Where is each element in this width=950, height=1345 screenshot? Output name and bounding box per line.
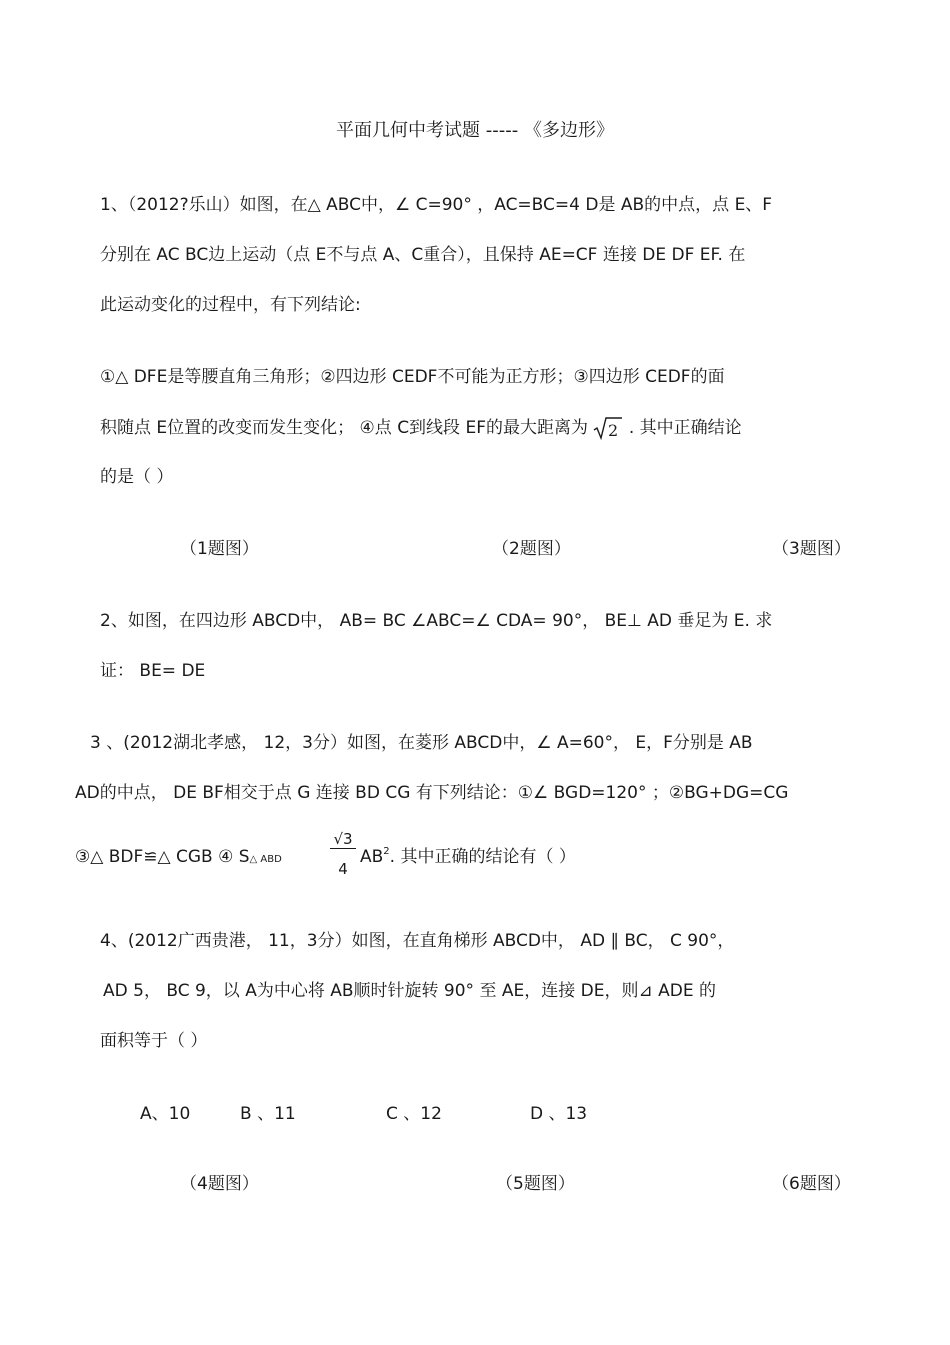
q1-line-3: 此运动变化的过程中，有下列结论:	[100, 295, 361, 315]
q3-line-3b	[360, 846, 576, 871]
q2-line-2: 证： BE= DE	[100, 661, 206, 681]
q1-line-5-text-a: 积随点 E位置的改变而发生变化； ④点 C到线段 EF的最大距离为	[100, 418, 588, 438]
q3-ab-exponent: 2	[383, 846, 390, 857]
q4-line-1: 4、(2012广西贵港， 11，3分）如图，在直角梯形 ABCD中， AD ∥ BC， C 90°，	[100, 931, 735, 951]
q1-line-5-text-b: . 其中正确结论	[628, 418, 742, 438]
q1-line-4: ①△ DFE是等腰直角三角形；②四边形 CEDF不可能为正方形；③四边形 CEDF的面	[100, 367, 725, 387]
q4-option-c: C 、12	[386, 1104, 442, 1124]
q1-line-2: 分别在 AC BC边上运动（点 E不与点 A、C重合），且保持 AE=CF 连接 DE DF EF. 在	[100, 245, 746, 265]
q3-ab-text: AB	[360, 847, 384, 867]
fraction-denominator: 4	[338, 860, 348, 878]
q4-option-a: A、10	[140, 1104, 191, 1124]
q3-line-1: 3 、(2012湖北孝感， 12，3分）如图，在菱形 ABCD中，∠ A=60°， E，F分别是 AB	[90, 733, 753, 753]
q3-line-3-text-c: . 其中正确的结论有（ ）	[389, 847, 576, 867]
q3-line-2: AD的中点， DE BF相交于点 G 连接 BD CG 有下列结论：①∠ BGD=120° ；②BG+DG=CG	[75, 783, 789, 803]
fraction-numerator: √3	[330, 830, 356, 849]
q4-line-3: 面积等于（ ）	[100, 1031, 208, 1051]
q4-line-2: AD 5， BC 9，以 A为中心将 AB顺时针旋转 90° 至 AE，连接 DE，则⊿ ADE 的	[103, 981, 716, 1001]
q1-line-6: 的是（ ）	[100, 467, 174, 487]
q2-line-1: 2、如图，在四边形 ABCD中， AB= BC ∠ABC=∠ CDA= 90°， BE⊥ AD 垂足为 E. 求	[100, 611, 773, 631]
svg-text:2: 2	[608, 421, 619, 440]
q4-option-d: D 、13	[530, 1104, 588, 1124]
fig-caption-3: （3题图）	[772, 539, 851, 559]
fig-caption-6: （6题图）	[772, 1174, 851, 1194]
sqrt-2-symbol	[593, 416, 623, 440]
q3-line-3-text-a: ③△ BDF≌△ CGB ④ S	[75, 847, 250, 867]
q1-line-1: 1、（2012?乐山）如图，在△ ABC中，∠ C=90° ，AC=BC=4 D是 AB的中点，点 E、F	[100, 195, 773, 215]
fig-caption-4: （4题图）	[180, 1174, 259, 1194]
fig-caption-2: （2题图）	[492, 539, 571, 559]
fig-caption-5: （5题图）	[496, 1174, 575, 1194]
q4-option-b: B 、11	[240, 1104, 296, 1124]
q3-line-3a	[75, 846, 282, 871]
page-title: 平面几何中考试题 ----- 《多边形》	[336, 120, 614, 141]
q1-line-5	[100, 416, 742, 440]
q3-area-subscript: △ ABD	[249, 854, 282, 865]
fig-caption-1: （1题图）	[180, 539, 259, 559]
